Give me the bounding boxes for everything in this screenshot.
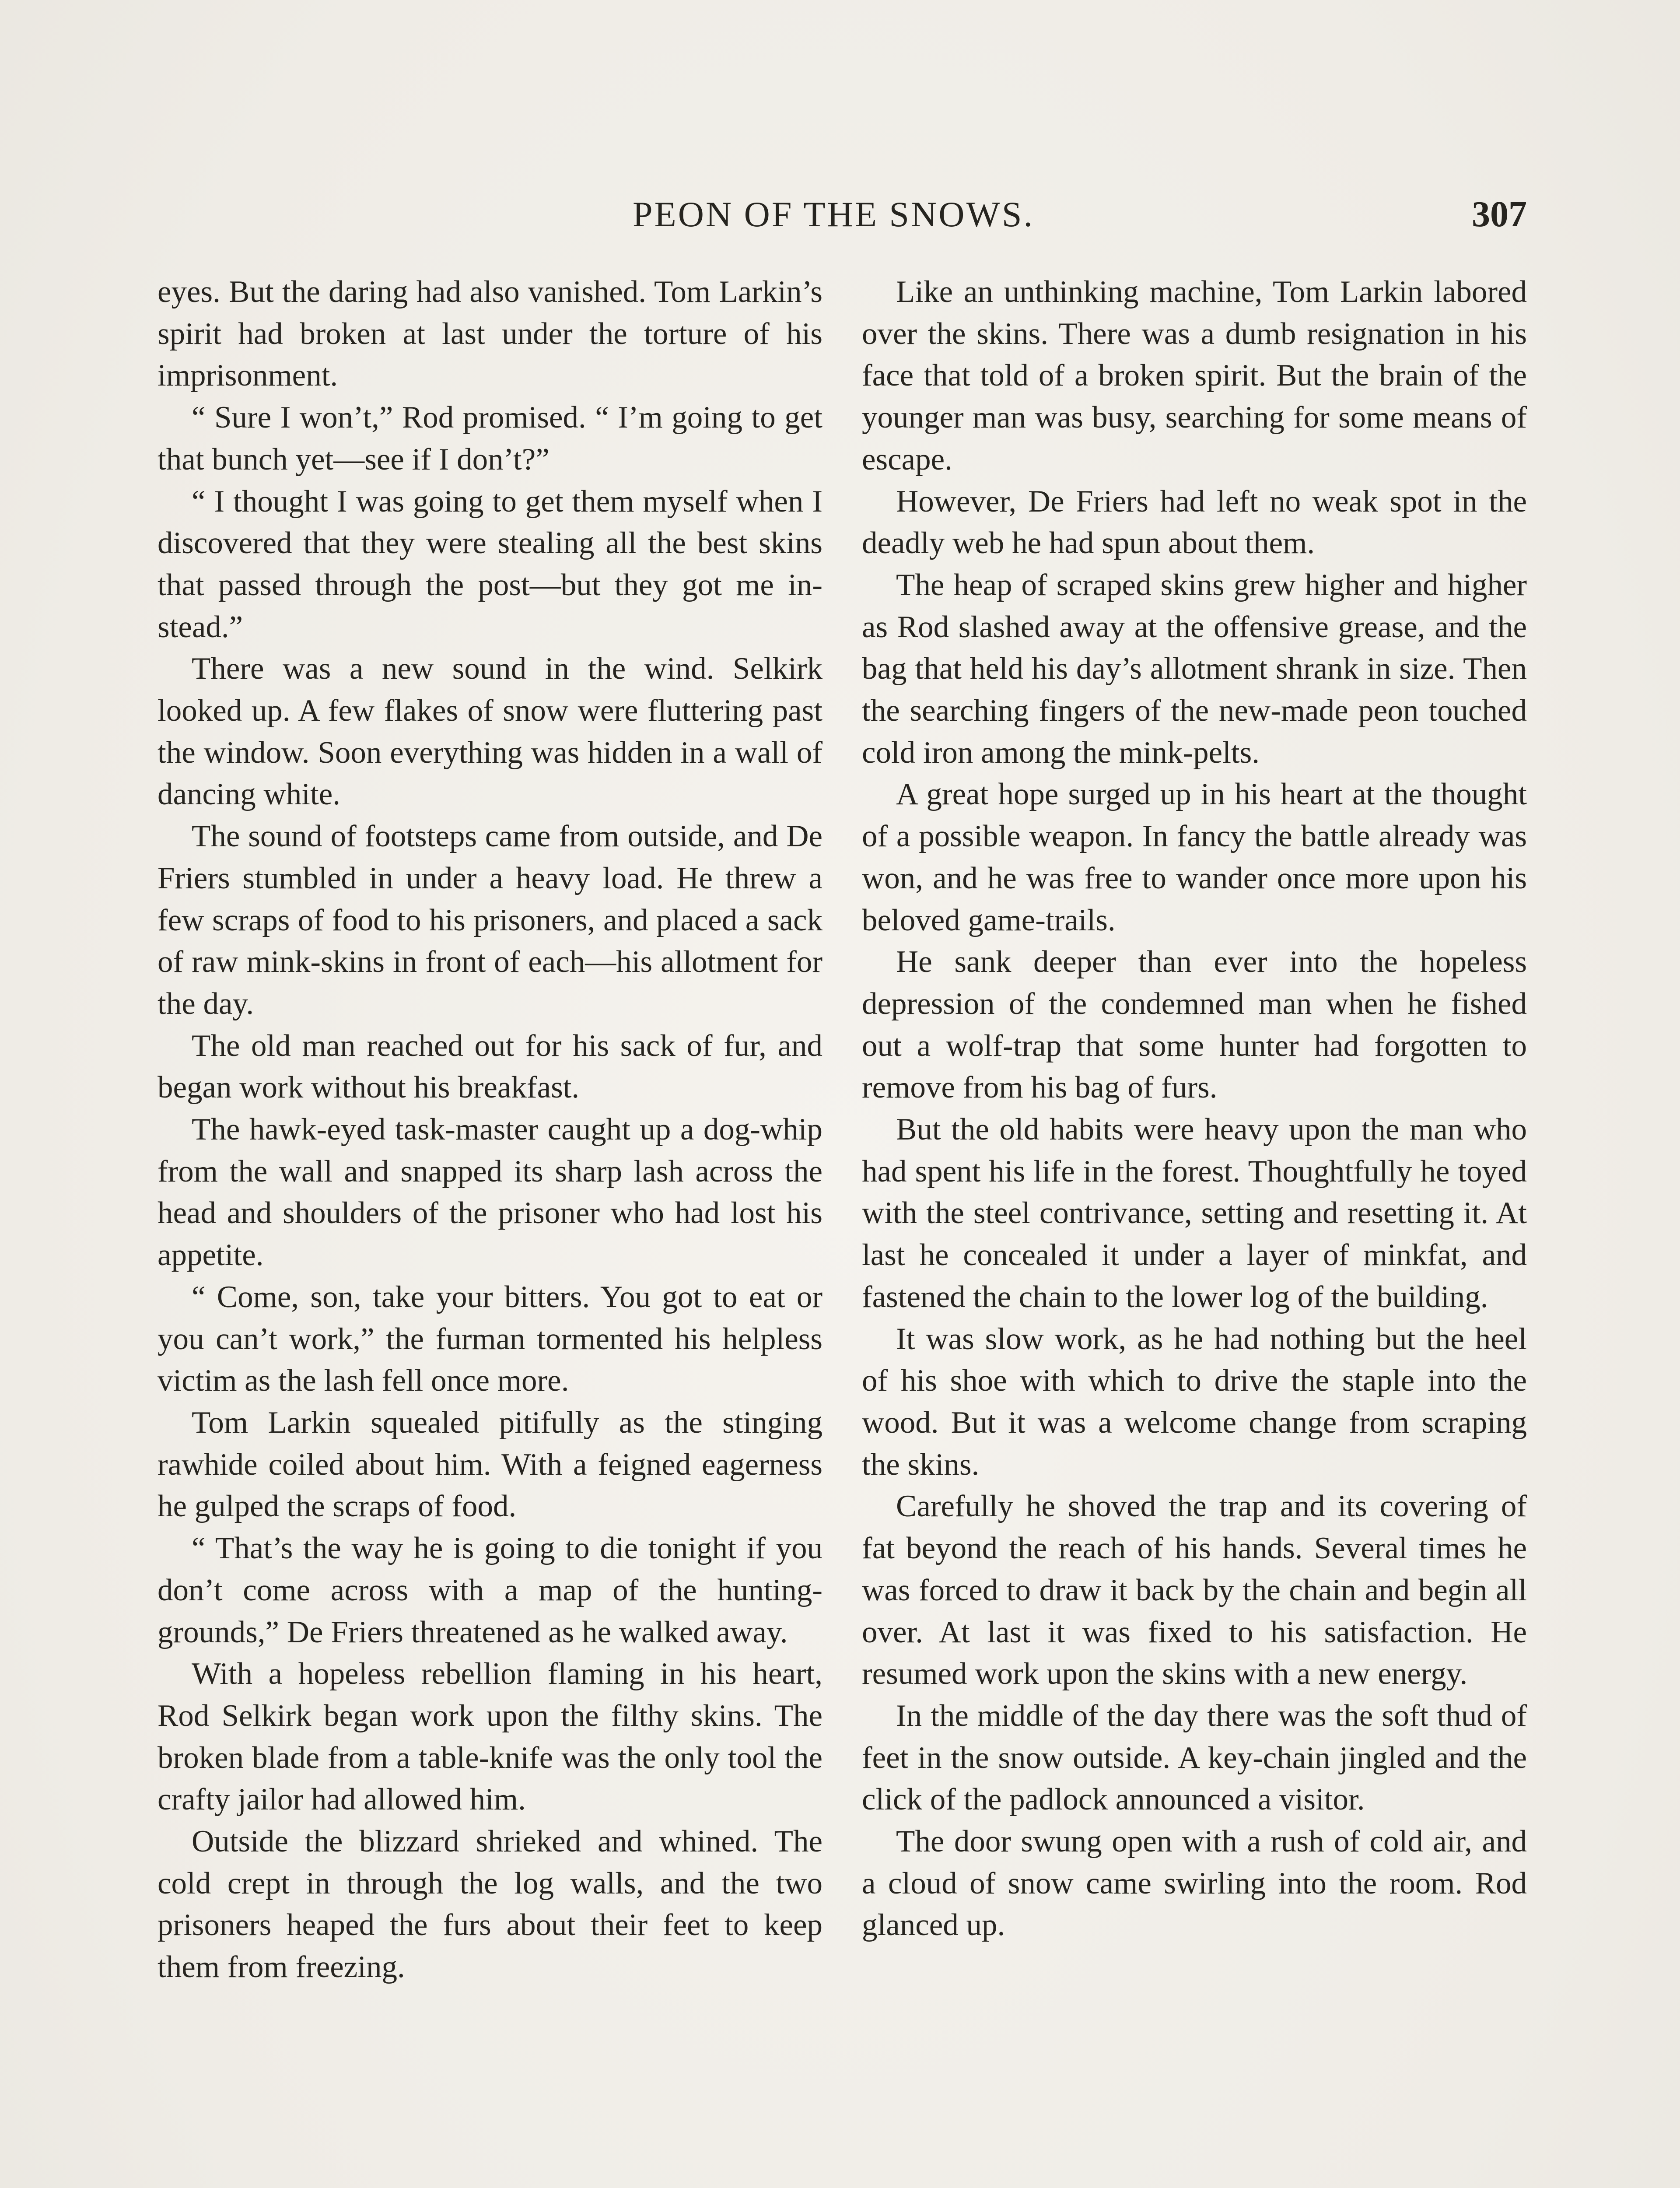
paragraph: In the middle of the day there was the soft thud of feet in the snow outside. A key-chain jingled and the click of the padlock announced a visitor.	[862, 1698, 1527, 1817]
paragraph: eyes. But the daring had also vanished. Tom Larkin’s spirit had broken at last under the torture of his imprisonment.	[158, 275, 822, 393]
page-number: 307	[1472, 194, 1527, 235]
paragraph: However, De Friers had left no weak spot in the deadly web he had spun about them.	[862, 484, 1527, 561]
paragraph: The hawk-eyed task-master caught up a dog-whip from the wall and snapped its sharp lash across the head and shoulders of the prisoner who had lost his appetite.	[158, 1112, 822, 1273]
running-title: PEON OF THE SNOWS.	[633, 194, 1034, 234]
paragraph: “ Come, son, take your bitters. You got to eat or you can’t work,” the furman tormented his helpless victim as the lash fell once more.	[158, 1280, 822, 1398]
paragraph: Tom Larkin squealed pitifully as the stinging rawhide coiled about him. With a feigned eagerness he gulped the scraps of food.	[158, 1405, 822, 1524]
page-header	[140, 188, 1527, 241]
paragraph: Outside the blizzard shrieked and whined. The cold crept in through the log walls, and the two prisoners heaped the furs about their feet to keep them from freezing.	[158, 1824, 822, 1985]
paragraph: “ Sure I won’t,” Rod promised. “ I’m going to get that bunch yet—see if I don’t?”	[158, 400, 822, 477]
paragraph: “ I thought I was going to get them myself when I discovered that they were stealing all the best skins that passed through the post—but they got me instead.”	[158, 484, 822, 644]
paragraph: There was a new sound in the wind. Selkirk looked up. A few flakes of snow were fluttering past the window. Soon everything was hidden in a wall of dancing white.	[158, 652, 822, 812]
paragraph: The old man reached out for his sack of fur, and began work without his breakfast.	[158, 1028, 822, 1105]
paragraph: With a hopeless rebellion flaming in his heart, Rod Selkirk began work upon the filthy skins. The broken blade from a table-knife was the only tool the crafty jailor had allowed him.	[158, 1657, 822, 1817]
paragraph: The door swung open with a rush of cold air, and a cloud of snow came swirling into the room. Rod glanced up.	[862, 1824, 1527, 1943]
paragraph: Like an unthinking machine, Tom Larkin labored over the skins. There was a dumb resignation in his face that told of a broken spirit. But the brain of the younger man was busy, searching for some means of escape.	[862, 275, 1527, 477]
paragraph: Carefully he shoved the trap and its covering of fat beyond the reach of his hands. Several times he was forced to draw it back by the chain and begin all over. At last it was fixed to his satisfaction. He resumed work upon the skins with a new energy.	[862, 1489, 1527, 1691]
paragraph: But the old habits were heavy upon the man who had spent his life in the forest. Thoughtfully he toyed with the steel contrivance, setting and resetting it. At last he concealed it under a layer of minkfat, and fastened the chain to the lower log of the building.	[862, 1112, 1527, 1314]
paragraph: The heap of scraped skins grew higher and higher as Rod slashed away at the offensive grease, and the bag that held his day’s allotment shrank in size. Then the searching fingers of the new-made peon touched cold iron among the mink-pelts.	[862, 568, 1527, 770]
paragraph: He sank deeper than ever into the hopeless depression of the condemned man when he fished out a wolf-trap that some hunter had forgotten to remove from his bag of furs.	[862, 945, 1527, 1105]
paragraph: It was slow work, as he had nothing but the heel of his shoe with which to drive the staple into the wood. But it was a welcome change from scraping the skins.	[862, 1322, 1527, 1482]
right-column	[862, 271, 1527, 1946]
paragraph: The sound of footsteps came from outside, and De Friers stumbled in under a heavy load. He threw a few scraps of food to his prisoners, and placed a sack of raw mink-skins in front of each—his allotment for the day.	[158, 819, 822, 1021]
paragraph: “ That’s the way he is going to die tonight if you don’t come across with a map of the hunting-grounds,” De Friers threatened as he walked away.	[158, 1531, 822, 1649]
left-column	[158, 271, 822, 1988]
paragraph: A great hope surged up in his heart at the thought of a possible weapon. In fancy the battle already was won, and he was free to wander once more upon his beloved game-trails.	[862, 777, 1527, 937]
